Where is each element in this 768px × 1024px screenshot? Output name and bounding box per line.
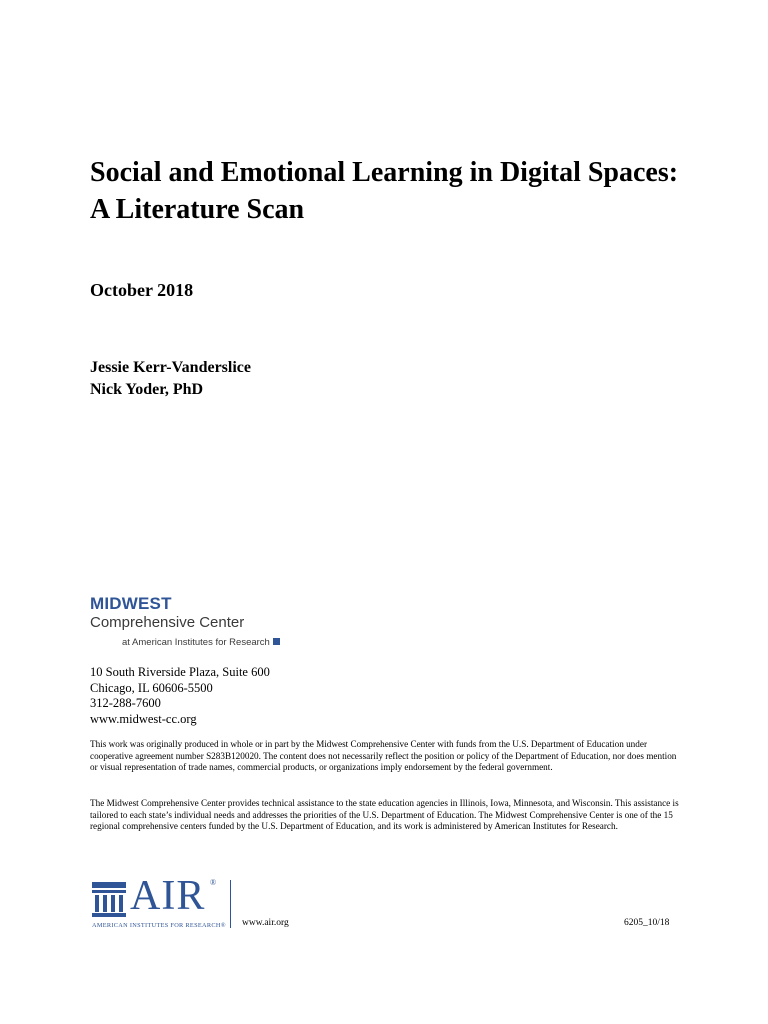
document-code: 6205_10/18 — [624, 918, 670, 928]
contact-address — [90, 665, 270, 727]
footer-divider — [230, 880, 231, 928]
author-name: Nick Yoder, PhD — [90, 381, 204, 398]
air-wordmark: AIR — [130, 873, 206, 919]
document-title: Social and Emotional Learning in Digital Spaces: A Literature Scan — [90, 157, 679, 225]
air-logo — [92, 873, 242, 930]
registered-mark: ® — [210, 878, 217, 887]
author-name: Jessie Kerr-Vanderslice — [90, 359, 251, 376]
author-list — [90, 357, 251, 401]
midwest-cc-logo — [90, 594, 300, 654]
center-description: The Midwest Comprehensive Center provides technical assistance to the state education agencies in Illinois, Iowa, Minnesota, and Wisconsin. This assistance is tailored to each state’s individual needs and addresses the priorities of the U.S. Department of Education. The Midwest Comprehensive Center is one of the 15 regional comprehensive centers funded by the U.S. Department of Education, and its work is administered by American Institutes for Research. — [90, 798, 679, 831]
air-full-name: AMERICAN INSTITUTES FOR RESEARCH® — [92, 922, 226, 929]
logo-line-air — [122, 636, 300, 650]
logo-line-air-text: at American Institutes for Research — [122, 637, 270, 648]
publication-date: October 2018 — [90, 280, 194, 300]
logo-line-midwest: MIDWEST — [90, 594, 172, 613]
address-street: 10 South Riverside Plaza, Suite 600 — [90, 665, 270, 679]
square-icon — [273, 638, 280, 645]
address-website: www.midwest-cc.org — [90, 711, 197, 726]
address-phone: 312-288-7600 — [90, 696, 161, 710]
logo-line-comprehensive-center: Comprehensive Center — [90, 614, 245, 631]
funding-disclaimer: This work was originally produced in whole or in part by the Midwest Comprehensive Center with funds from the U.S. Department of Education under cooperative agreement number S283B120020. The content does not necessarily reflect the position or policy of the Department of Education, nor does mention or visual representation of trade names, commercial products, or organizations imply endorsement by the federal government. — [90, 739, 677, 772]
air-building-icon — [92, 882, 126, 918]
air-website: www.air.org — [242, 918, 289, 928]
address-city: Chicago, IL 60606-5500 — [90, 680, 213, 695]
